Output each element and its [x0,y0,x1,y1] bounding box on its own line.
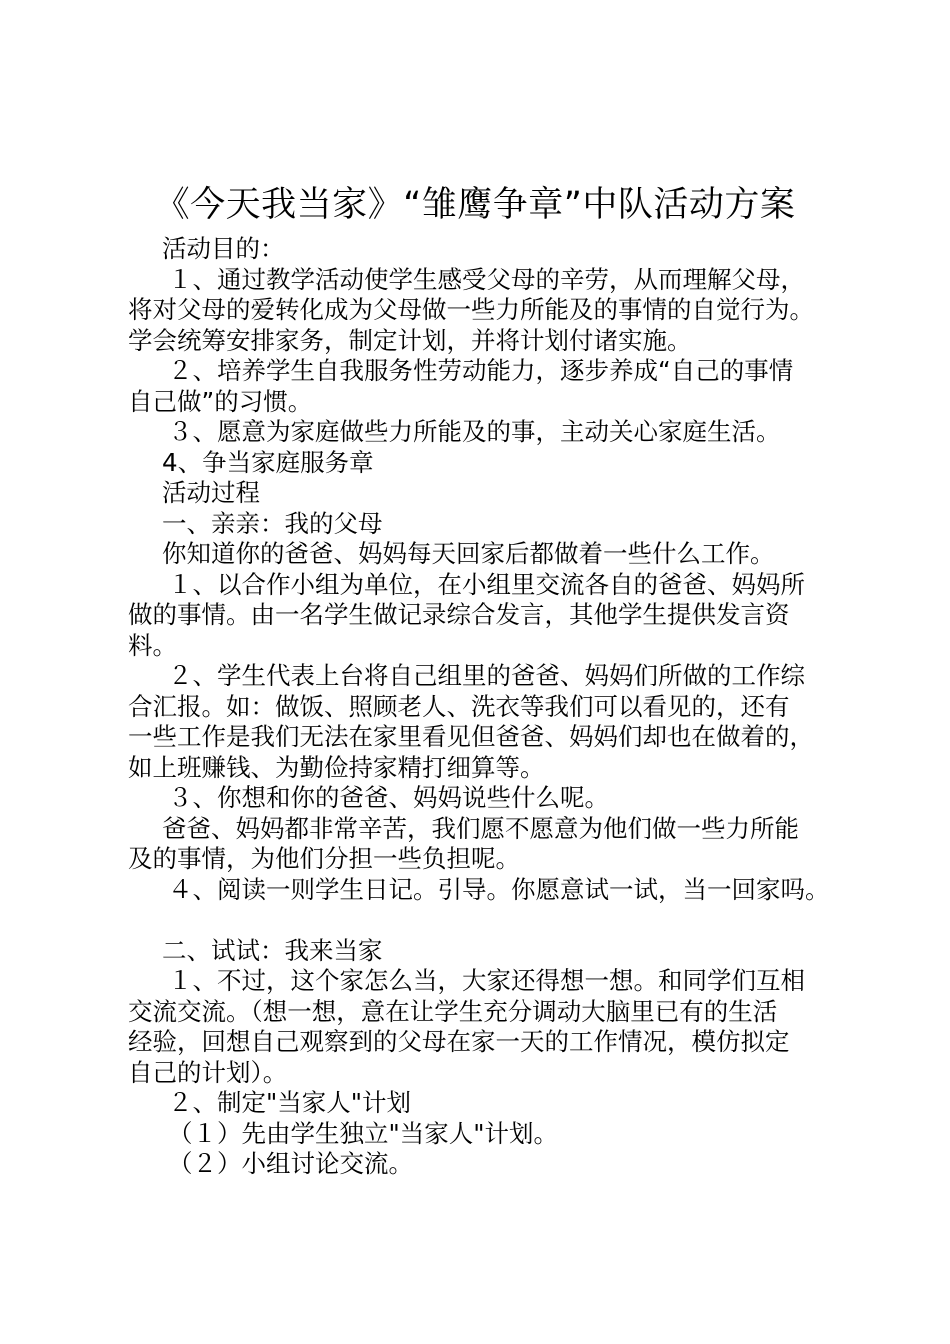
paragraph-line: １、通过教学活动使学生感受父母的辛劳，从而理解父母， [168,264,805,294]
paragraph-line: 学会统筹安排家务，制定计划，并将计划付诸实施。 [128,325,692,355]
paragraph-line: 4、争当家庭服务章 [162,447,374,477]
section-heading-process: 活动过程 [162,478,260,507]
paragraph-line: 自己做”的习惯。 [128,386,313,416]
document-body [128,234,848,1180]
paragraph-line: ２、学生代表上台将自己组里的爸爸、妈妈们所做的工作综 [168,661,805,690]
paragraph-line: 料。 [128,630,177,660]
paragraph-line: 合汇报。如：做饭、照顾老人、洗衣等我们可以看见的，还有 [128,691,790,721]
paragraph-line: 及的事情，为他们分担一些负担呢。 [128,844,520,873]
blank-line [128,905,848,936]
section-heading-objectives: 活动目的： [162,234,285,263]
paragraph-line: ３、愿意为家庭做些力所能及的事，主动关心家庭生活。 [168,417,781,446]
paragraph-line: 交流交流。（想一想，意在让学生充分调动大脑里已有的生活 [128,996,778,1026]
paragraph-line: 你知道你的爸爸、妈妈每天回家后都做着一些什么工作。 [162,539,775,568]
subsection-heading: 一、亲亲：我的父母 [162,508,383,538]
paragraph-line: （２）小组讨论交流。 [168,1149,413,1178]
paragraph-line: ２、制定"当家人"计划 [168,1088,412,1117]
paragraph-line: ２、培养学生自我服务性劳动能力，逐步养成“自己的事情 [168,356,794,385]
paragraph-line: ４、阅读一则学生日记。引导。你愿意试一试，当一回家吗。 [168,874,830,904]
paragraph-line: 做的事情。由一名学生做记录综合发言，其他学生提供发言资 [128,600,790,629]
paragraph-line: 自己的计划）。 [128,1057,288,1087]
paragraph-line: 将对父母的爱转化成为父母做一些力所能及的事情的自觉行为。 [128,295,814,324]
paragraph-line: 一些工作是我们无法在家里看见但爸爸、妈妈们却也在做着的， [128,722,814,751]
subsection-heading: 二、试试：我来当家 [162,935,383,965]
paragraph-line: １、以合作小组为单位，在小组里交流各自的爸爸、妈妈所 [168,569,805,599]
document-title: 《今天我当家》“雏鹰争章”中队活动方案 [154,185,796,225]
paragraph-line: １、不过，这个家怎么当，大家还得想一想。和同学们互相 [168,966,805,995]
paragraph-line: 经验，回想自己观察到的父母在家一天的工作情况，模仿拟定 [128,1027,790,1056]
paragraph-line: 爸爸、妈妈都非常辛苦，我们愿不愿意为他们做一些力所能 [162,813,799,843]
paragraph-line: 如上班赚钱、为勤俭持家精打细算等。 [128,752,545,782]
paragraph-line: ３、你想和你的爸爸、妈妈说些什么呢。 [168,783,609,812]
paragraph-line: （１）先由学生独立"当家人"计划。 [168,1118,559,1148]
